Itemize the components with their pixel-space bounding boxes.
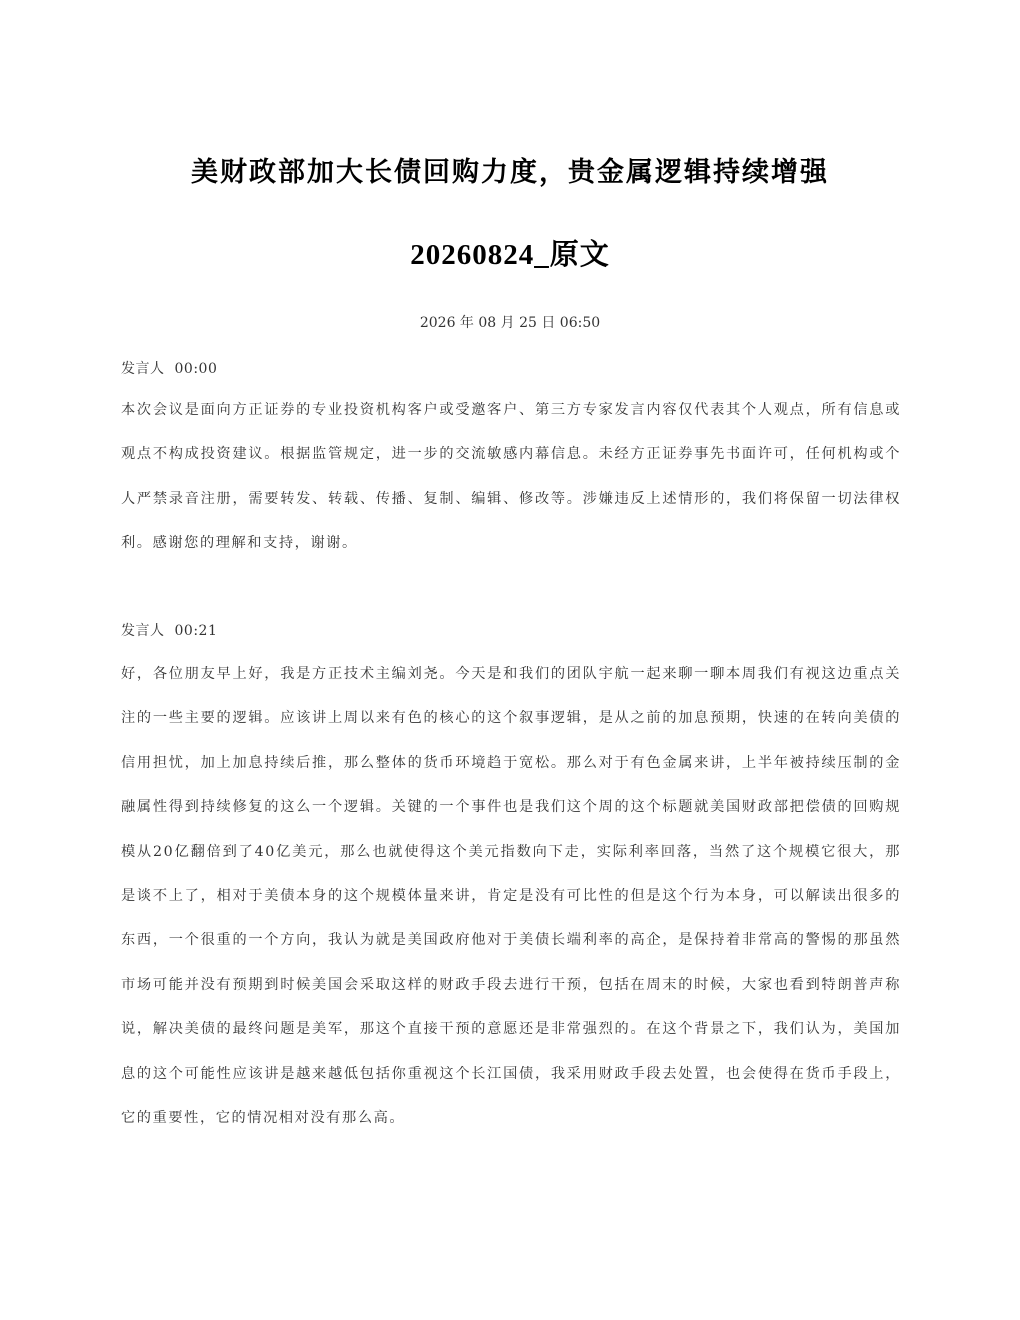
speaker-header — [121, 358, 217, 378]
transcript-paragraph: 好，各位朋友早上好，我是方正技术主编刘尧。今天是和我们的团队宇航一起来聊一聊本周我们有视这边重点关注的一些主要的逻辑。应该讲上周以来有色的核心的这个叙事逻辑，是从之前的加息预期，快速的在转向美债的信用担忧，加上加息持续后推，那么整体的货币环境趋于宽松。那么对于有色金属来讲，上半年被持续压制的金融属性得到持续修复的这么一个逻辑。关键的一个事件也是我们这个周的这个标题就美国财政部把偿债的回购规模从20亿翻倍到了40亿美元，那么也就使得这个美元指数向下走，实际利率回落，当然了这个规模它很大，那是谈不上了，相对于美债本身的这个规模体量来讲，肯定是没有可比性的但是这个行为本身，可以解读出很多的东西，一个很重的一个方向，我认为就是美国政府他对于美债长端利率的高企，是保持着非常高的警惕的那虽然市场可能并没有预期到时候美国会采取这样的财政手段去进行干预，包括在周末的时候，大家也看到特朗普声称说，解决美债的最终问题是美军，那这个直接干预的意愿还是非常强烈的。在这个背景之下，我们认为，美国加息的这个可能性应该讲是越来越低包括你重视这个长江国债，我采用财政手段去处置，也会使得在货币手段上，它的重要性，它的情况相对没有那么高。 — [121, 666, 901, 1127]
speaker-timestamp: 00:21 — [174, 623, 218, 639]
transcript-paragraph: 本次会议是面向方正证券的专业投资机构客户或受邀客户、第三方专家发言内容仅代表其个人观点，所有信息或观点不构成投资建议。根据监管规定，进一步的交流敏感内幕信息。未经方正证券事先书面许可，任何机构或个人严禁录音注册，需要转发、转载、传播、复制、编辑、修改等。涉嫌违反上述情形的，我们将保留一切法律权利。感谢您的理解和支持，谢谢。 — [121, 402, 901, 552]
document-datetime: 2026 年 08 月 25 日 06:50 — [419, 315, 601, 331]
speaker-timestamp: 00:00 — [174, 361, 218, 377]
speaker-name: 发言人 — [121, 623, 165, 639]
document-title: 美财政部加大长债回购力度，贵金属逻辑持续增强 — [191, 157, 829, 188]
document-title-id: 20260824_原文 — [410, 239, 610, 271]
speaker-header — [121, 620, 217, 640]
speaker-name: 发言人 — [121, 361, 165, 377]
